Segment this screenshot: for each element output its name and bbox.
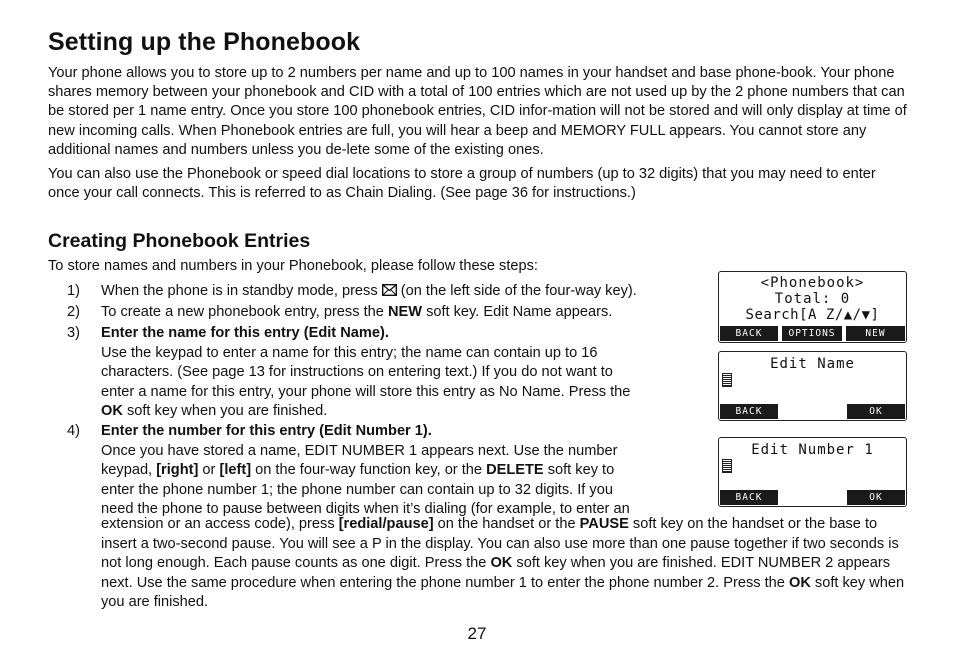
step-4-l2-mid: on the four-way function key, or the [255,462,483,479]
softkey-options[interactable]: OPTIONS [782,326,842,341]
delete-key-label: DELETE [486,462,544,479]
step-3-line-4-post: soft key when you are finished. [126,403,328,420]
tail-t3: soft key on the handset or the base to insert a two-second pause. You will see a P in the display. You can also use more than one pause together if two seconds is not long enough. Each pause counts as one digit. Press the [101,516,899,572]
lcd-softkeys [720,490,905,505]
lcd-phonebook-screen [718,271,907,343]
softkey-ok[interactable]: OK [847,490,905,505]
step-2-text-pre: To create a new phonebook entry, press the [101,304,384,320]
intro-paragraph-1: Your phone allows you to store up to 2 numbers per name and up to 100 names in your handset and base phone-book. Your phone shares memory between your phonebook and CID with a total of 100 entries which are not used up by the 2 phone numbers that can be stored per 1 name entry. Once you store 100 phonebook entries, CID infor-mation will not be stored and will only display at time of new incoming calls. When Phonebook entries are full, you will hear a beep and MEMORY FULL appears. You cannot store any additional names and numbers unless you de-lete some of the existing ones. [48,65,907,158]
step-text [101,422,630,520]
lcd-edit-number-screen [718,437,907,507]
step-3-line-4 [101,402,630,422]
step-1-text-post: (on the left side of the four-way key). [400,283,637,299]
softkey-back[interactable]: BACK [720,326,778,341]
lcd-line-1: Edit Number 1 [751,442,874,458]
lcd-line-3: Search[A Z/▲/▼] [745,307,880,323]
step-3-line-3: enter a name for this entry, your phone will store this entry as No Name. Press the [101,383,631,400]
step-3-line-2: characters. (See page 13 for instructions on entering text.) If you do not want to [101,364,613,381]
step-number: 1) [67,283,80,299]
softkey-ok[interactable]: OK [847,404,905,419]
steps-intro: To store names and numbers in your Phonebook, please follow these steps: [48,258,538,274]
intro-text [48,64,910,208]
intro-paragraph-2: You can also use the Phonebook or speed dial locations to store a group of numbers (up to 32 digits) that you may need to enter once your call connects. This is referred to as Chain Dialing. (See page 36 for instructions.) [48,166,876,202]
left-key-label: [left] [219,462,252,479]
tail-t2: on the handset or the [437,516,576,532]
step-4-heading: Enter the number for this entry (Edit Number 1). [101,423,432,439]
envelope-book-icon [382,283,397,295]
step-3-line-1: Use the keypad to enter a name for this entry; the name can contain up to 16 [101,344,598,361]
lcd-line-1: <Phonebook> [760,275,865,291]
ok-key-label: OK [788,574,811,591]
ok-key-label: OK [490,555,513,572]
tail-t4: soft key when you are finished. EDIT NUMBER 2 appears next. Use the same procedure when entering the phone number 1 to enter the phone number 2. Press the [101,555,891,591]
softkey-back[interactable]: BACK [720,404,778,419]
lcd-line-1: Edit Name [770,356,855,372]
section-title: Creating Phonebook Entries [48,230,311,252]
pause-key-label: PAUSE [579,516,629,532]
lcd-softkeys [720,326,905,341]
step-1-text-pre: When the phone is in standby mode, press [101,283,378,299]
step-4-line-2 [101,461,630,481]
redial-pause-key-label: [redial/pause] [338,516,434,532]
new-key-label: NEW [387,304,422,320]
step-number: 4) [67,423,80,439]
right-key-label: [right] [156,462,199,479]
tail-t1: extension or an access code), press [101,516,335,532]
lcd-edit-name-screen [718,351,907,421]
step-text [101,303,612,323]
lcd-softkeys [720,404,905,419]
tail-t5: soft key when you are finished. [101,574,905,611]
step-4-l2-post: soft key to [547,462,615,479]
step-4-line-3: enter the phone number 1; the phone number can contain up to 32 digits. If you [101,481,613,498]
step-number: 2) [67,304,80,320]
step-3-heading: Enter the name for this entry (Edit Name). [101,325,389,341]
text-cursor-icon [722,373,732,387]
softkey-new[interactable]: NEW [846,326,905,341]
step-2-text-post: soft key. Edit Name appears. [426,304,613,320]
softkey-back[interactable]: BACK [720,490,778,505]
step-4-line-4: need the phone to pause between digits when it’s dialing (for example, to enter an [101,501,630,518]
step-4-line-1: Once you have stored a name, EDIT NUMBER 1 appears next. Use the number [101,442,618,459]
page-title: Setting up the Phonebook [48,28,361,56]
step-4-l2-pre: keypad, [101,462,153,479]
page-number: 27 [467,624,487,643]
lcd-line-2: Total: 0 [774,291,851,307]
step-text [101,282,637,302]
step-4-continued [101,515,911,613]
step-4-l2-or: or [202,462,216,479]
ok-key-label: OK [101,403,123,420]
text-cursor-icon [722,459,732,473]
step-number: 3) [67,325,80,341]
step-text [101,324,630,422]
